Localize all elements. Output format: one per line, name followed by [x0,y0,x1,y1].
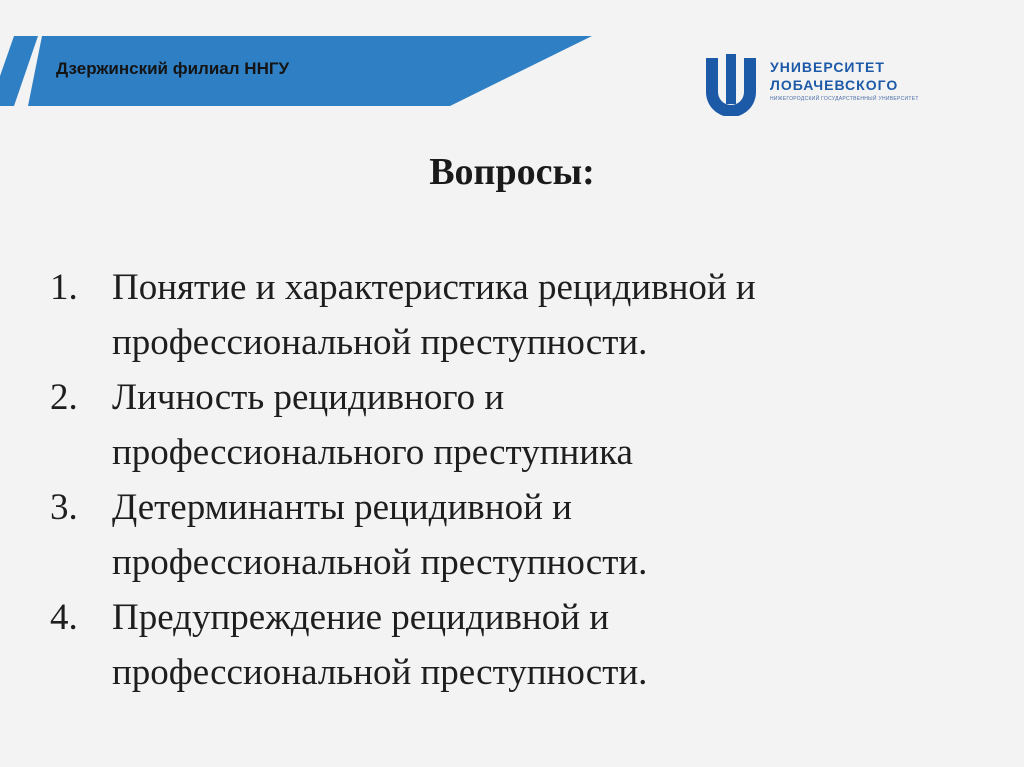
question-text-line: Предупреждение рецидивной и [112,597,610,638]
question-text-line: Личность рецидивного и [112,377,505,418]
question-text-line: Понятие и характеристика рецидивной и [112,267,756,308]
question-number: 2. [50,377,78,418]
branch-title: Дзержинский филиал ННГУ [56,59,290,78]
university-logo [700,52,940,116]
question-text-line: профессиональной преступности. [112,652,648,693]
logo-subtitle: НИЖЕГОРОДСКИЙ ГОСУДАРСТВЕННЫЙ УНИВЕРСИТЕТ [770,96,919,102]
question-text-line: профессиональной преступности. [112,322,648,363]
question-item [50,370,756,480]
logo-text-lobachevsky: ЛОБАЧЕВСКОГО [770,77,899,93]
page-title: Вопросы: [429,151,595,193]
logo-text-university: УНИВЕРСИТЕТ [770,59,885,75]
question-text-line: Детерминанты рецидивной и [112,487,572,528]
question-number: 3. [50,487,78,528]
question-item [50,480,756,590]
question-number: 1. [50,267,78,308]
questions-list [50,260,756,700]
university-logo-icon [700,52,762,116]
question-text-line: профессиональной преступности. [112,542,648,583]
question-number: 4. [50,597,78,638]
question-item [50,260,756,370]
question-item [50,590,756,700]
question-text-line: профессионального преступника [112,432,633,473]
